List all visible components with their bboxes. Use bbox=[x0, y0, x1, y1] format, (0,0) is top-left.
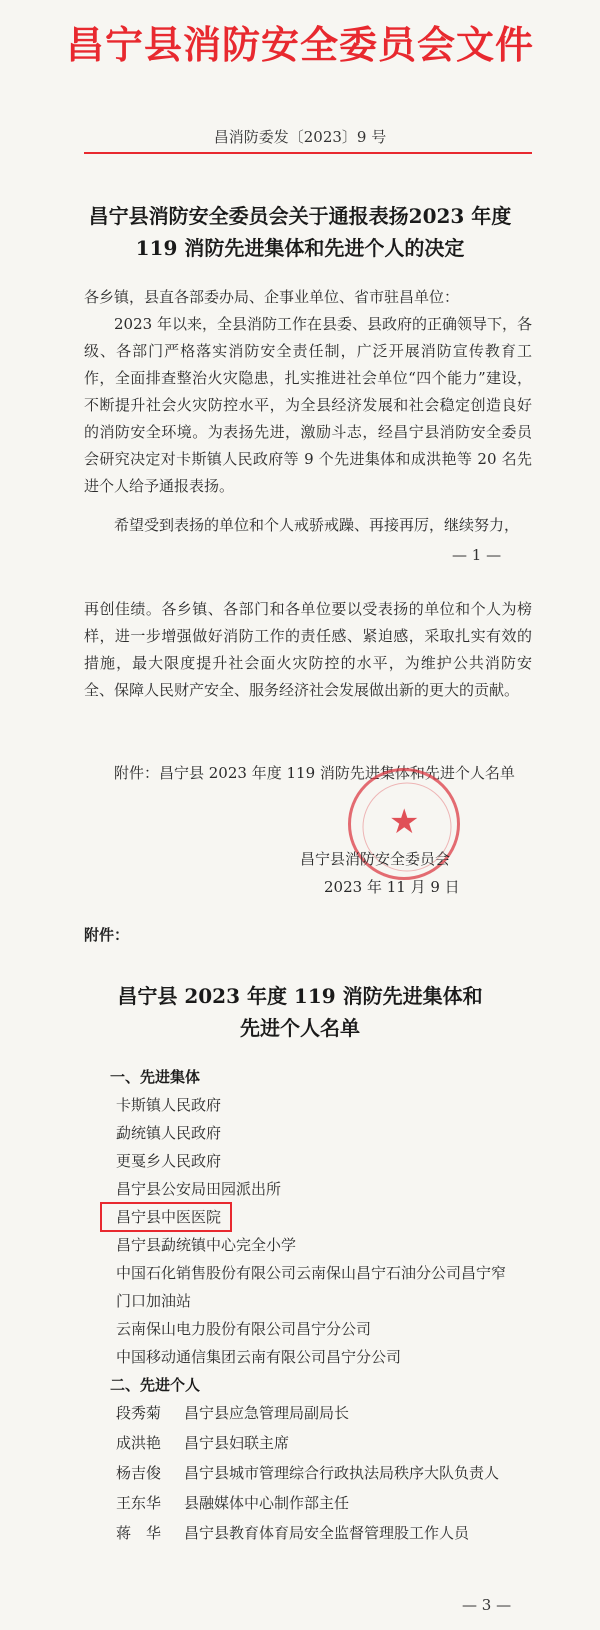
decision-title-line2: 119 消防先进集体和先进个人的决定 bbox=[135, 236, 465, 260]
individual-role: 昌宁县应急管理局副局长 bbox=[184, 1404, 350, 1422]
individual-name: 杨吉俊 bbox=[116, 1464, 162, 1482]
individual-name: 王东华 bbox=[116, 1494, 162, 1512]
attachment-note: 附件：昌宁县 2023 年度 119 消防先进集体和先进个人名单 bbox=[114, 764, 515, 782]
page-number-3: — 3 — bbox=[462, 1596, 512, 1614]
collective-item: 昌宁县公安局田园派出所 bbox=[116, 1180, 282, 1198]
collective-item-highlighted: 昌宁县中医医院 bbox=[116, 1208, 222, 1226]
collective-item: 更戛乡人民政府 bbox=[116, 1152, 222, 1170]
collective-item: 门口加油站 bbox=[116, 1292, 192, 1310]
signature-organization: 昌宁县消防安全委员会 bbox=[300, 850, 451, 868]
body-paragraph-2-continued: 再创佳绩。各乡镇、各部门和各单位要以受表扬的单位和个人为榜样，进一步增强做好消防工作的责任感、紧迫感，采取扎实有效的措施，最大限度提升社会面火灾防控的水平，为维护公共消防安全、保障人民财产安全、服务经济社会发展做出新的更大的贡献。 bbox=[84, 600, 532, 699]
individual-name: 蒋 华 bbox=[116, 1524, 162, 1542]
red-divider-line bbox=[84, 152, 532, 154]
collective-item: 卡斯镇人民政府 bbox=[116, 1096, 222, 1114]
document-header-title: 昌宁县消防安全委员会文件 bbox=[65, 23, 534, 67]
document-number: 昌消防委发〔2023〕9 号 bbox=[213, 128, 387, 146]
signature-date: 2023 年 11 月 9 日 bbox=[324, 878, 460, 896]
individual-role: 昌宁县教育体育局安全监督管理股工作人员 bbox=[184, 1524, 470, 1542]
collective-item: 勐统镇人民政府 bbox=[116, 1124, 222, 1142]
page-number-1: — 1 — bbox=[452, 546, 502, 564]
individual-name: 成洪艳 bbox=[116, 1434, 162, 1452]
individual-name: 段秀菊 bbox=[116, 1404, 162, 1422]
body-paragraph-1: 2023 年以来，全县消防工作在县委、县政府的正确领导下，各级、各部门严格落实消防安全责任制，广泛开展消防宣传教育工作，全面排查整治火灾隐患，扎实推进社会单位“四个能力”建设，不断提升社会火灾防控水平，为全县经济发展和社会稳定创造良好的消防安全环境。为表扬先进，激励斗志，经昌宁县消防安全委员会研究决定对卡斯镇人民政府等 9 个先进集体和成洪艳等 20 名先进个人给予通报表扬。 bbox=[84, 315, 532, 495]
attachment-label: 附件： bbox=[84, 926, 130, 944]
collective-item: 中国移动通信集团云南有限公司昌宁分公司 bbox=[116, 1348, 402, 1366]
individual-role: 昌宁县城市管理综合行政执法局秩序大队负责人 bbox=[184, 1464, 500, 1482]
collective-item: 中国石化销售股份有限公司云南保山昌宁石油分公司昌宁窄 bbox=[116, 1264, 507, 1282]
individual-role: 县融媒体中心制作部主任 bbox=[184, 1494, 350, 1512]
collective-item: 昌宁县勐统镇中心完全小学 bbox=[116, 1236, 297, 1254]
individual-role: 昌宁县妇联主席 bbox=[184, 1434, 290, 1452]
body-paragraph-2-start: 希望受到表扬的单位和个人戒骄戒躁、再接再厉，继续努力， bbox=[114, 516, 520, 534]
list-title-line2: 先进个人名单 bbox=[240, 1016, 360, 1040]
collective-item: 云南保山电力股份有限公司昌宁分公司 bbox=[116, 1320, 372, 1338]
salutation: 各乡镇，县直各部委办局、企事业单位、省市驻昌单位： bbox=[84, 288, 460, 306]
list-title-line1: 昌宁县 2023 年度 119 消防先进集体和 bbox=[117, 984, 483, 1008]
seal-star-icon: ★ bbox=[389, 802, 420, 842]
individuals-heading: 二、先进个人 bbox=[110, 1376, 201, 1394]
decision-title-line1: 昌宁县消防安全委员会关于通报表扬2023 年度 bbox=[88, 204, 512, 228]
collectives-heading: 一、先进集体 bbox=[110, 1068, 201, 1086]
